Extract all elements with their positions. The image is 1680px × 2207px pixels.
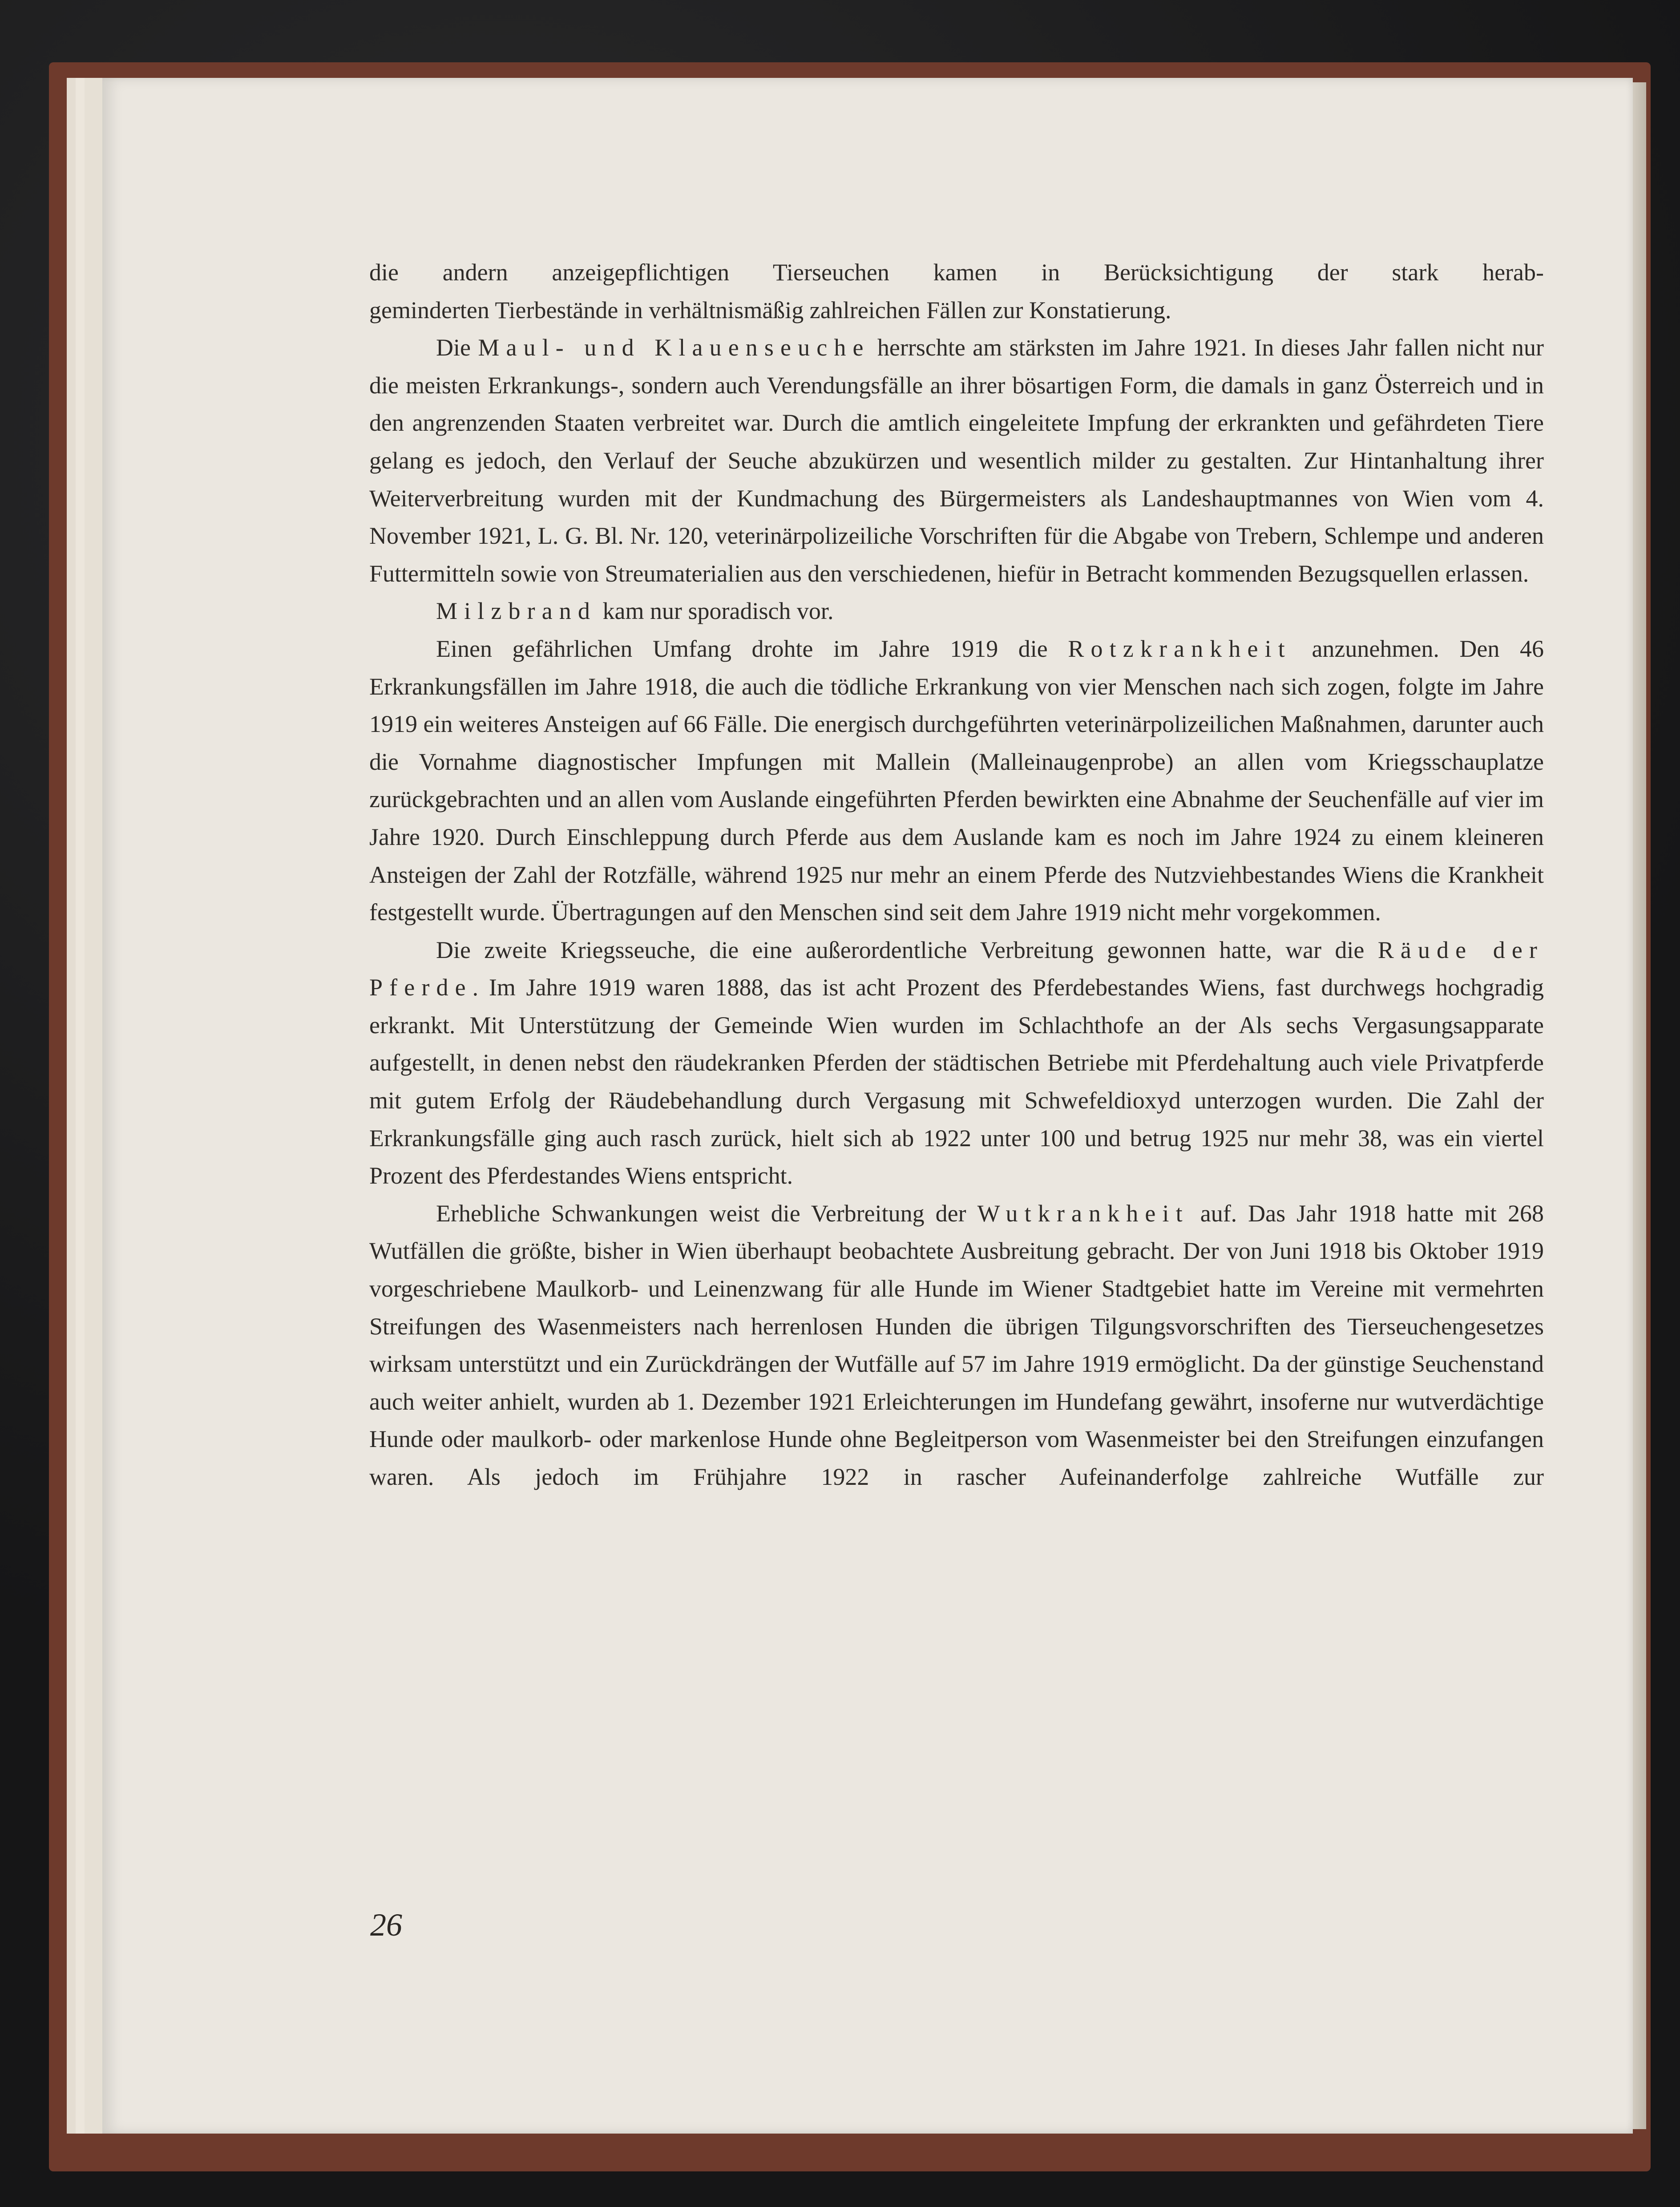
paragraph <box>369 1195 1544 1496</box>
text-run: herrschte am stärksten im Jahre 1921. In dieses Jahr fallen nicht nur die meisten Erkrankungs-, sondern auch Verendungsfälle an ihrer bösartigen Form, die damals in ganz Österreich und in den angrenzenden Staaten verbreitet war. Durch die amtlich eingeleitete Impfung der erkrankten und gefährdeten Tiere gelang es jedoch, den Verlauf der Seuche abzukürzen und wesentlich milder zu gestalten. Zur Hintanhaltung ihrer Weiterverbreitung wurden mit der Kundmachung des Bürgermeisters als Landeshauptmannes von Wien vom 4. November 1921, L. G. Bl. Nr. 120, veterinärpolizeiliche Vorschriften für die Abgabe von Trebern, Schlempe und anderen Futtermitteln sowie von Streumaterialien aus den verschiedenen, hiefür in Betracht kommenden Bezugsquellen erlassen. <box>369 334 1544 587</box>
paragraph <box>369 291 1544 329</box>
paragraph <box>369 630 1544 931</box>
text-run: geminderten Tierbestände in verhältnismäßig zahlreichen Fällen zur Konstatierung. <box>369 296 1171 323</box>
spaced-term: Maul- und Klauenseuche <box>478 334 870 361</box>
spaced-term: Räude der Pferde <box>369 936 1544 1001</box>
page-number: 26 <box>370 1907 402 1943</box>
paragraph <box>369 254 1544 291</box>
text-run: . Im Jahre 1919 waren 1888, das ist acht Prozent des Pferdebestandes Wiens, fast durchwegs hochgradig erkrankt. Mit Unterstützung der Gemeinde Wien wurden im Schlachthofe an der Als sechs Vergasungsapparate aufgestellt, in denen nebst den räudekranken Pferden der städtischen Betriebe mit Pferdehaltung auch viele Privatpferde mit gutem Erfolg der Räudebehandlung durch Vergasung mit Schwefeldioxyd unterzogen wurden. Die Zahl der Erkrankungsfälle ging auch rasch zurück, hielt sich ab 1922 unter 100 und betrug 1925 nur mehr 38, was ein viertel Prozent des Pferdestandes Wiens entspricht. <box>369 974 1544 1189</box>
spaced-term: Milzbrand <box>436 598 597 625</box>
text-run: Die <box>436 334 478 361</box>
text-run: die andern anzeigepflichtigen Tierseuchen kamen in Berücksichtigung der stark herab- <box>369 259 1544 286</box>
text-run: auf. Das Jahr 1918 hatte mit 268 Wutfällen die größte, bisher in Wien überhaupt beobachtete Ausbreitung gebracht. Der von Juni 1918 bis Oktober 1919 vorgeschriebene Maulkorb- und Leinenzwang für alle Hunde im Wiener Stadtgebiet hatte im Vereine mit vermehrten Streifungen des Wasenmeisters nach herrenlosen Hunden die übrigen Tilgungsvorschriften des Tierseuchengesetzes wirksam unterstützt und ein Zurückdrängen der Wutfälle auf 57 im Jahre 1919 ermöglicht. Da der günstige Seuchenstand auch weiter anhielt, wurden ab 1. Dezember 1921 Erleichterungen im Hundefang gewährt, insoferne nur wutverdächtige Hunde oder maulkorb- oder markenlose Hunde ohne Begleitperson vom Wasenmeister bei den Streifungen einzufangen waren. Als jedoch im Frühjahre 1922 in rascher Aufeinanderfolge zahlreiche Wutfälle zur <box>369 1200 1544 1490</box>
spaced-term: Rotzkrankheit <box>1068 635 1292 662</box>
text-run: Einen gefährlichen Umfang drohte im Jahre 1919 die <box>436 635 1068 662</box>
text-run: Erhebliche Schwankungen weist die Verbreitung der <box>436 1200 977 1227</box>
spaced-term: Wutkrankheit <box>977 1200 1189 1227</box>
paragraph <box>369 931 1544 1195</box>
text-run: anzunehmen. Den 46 Erkrankungsfällen im Jahre 1918, die auch die tödliche Erkrankung von vier Menschen nach sich zogen, folgte im Jahre 1919 ein weiteres Ansteigen auf 66 Fälle. Die energisch durchgeführten veterinärpolizeilichen Maßnahmen, darunter auch die Vornahme diagnostischer Impfungen mit Mallein (Malleinaugenprobe) an allen vom Kriegsschauplatze zurückgebrachten und an allen vom Auslande eingeführten Pferden bewirkten eine Abnahme der Seuchenfälle auf vier im Jahre 1920. Durch Einschleppung durch Pferde aus dem Auslande kam es noch im Jahre 1924 zu einem kleineren Ansteigen der Zahl der Rotzfälle, während 1925 nur mehr an einem Pferde des Nutzviehbestandes Wiens die Krankheit festgestellt wurde. Übertragungen auf den Menschen sind seit dem Jahre 1919 nicht mehr vorgekommen. <box>369 635 1544 926</box>
paragraph <box>369 329 1544 592</box>
text-run: kam nur sporadisch vor. <box>597 598 834 625</box>
body-text <box>369 254 1544 1496</box>
text-run: Die zweite Kriegsseuche, die eine außerordentliche Verbreitung gewonnen hatte, war die <box>436 936 1378 963</box>
paragraph <box>369 592 1544 630</box>
